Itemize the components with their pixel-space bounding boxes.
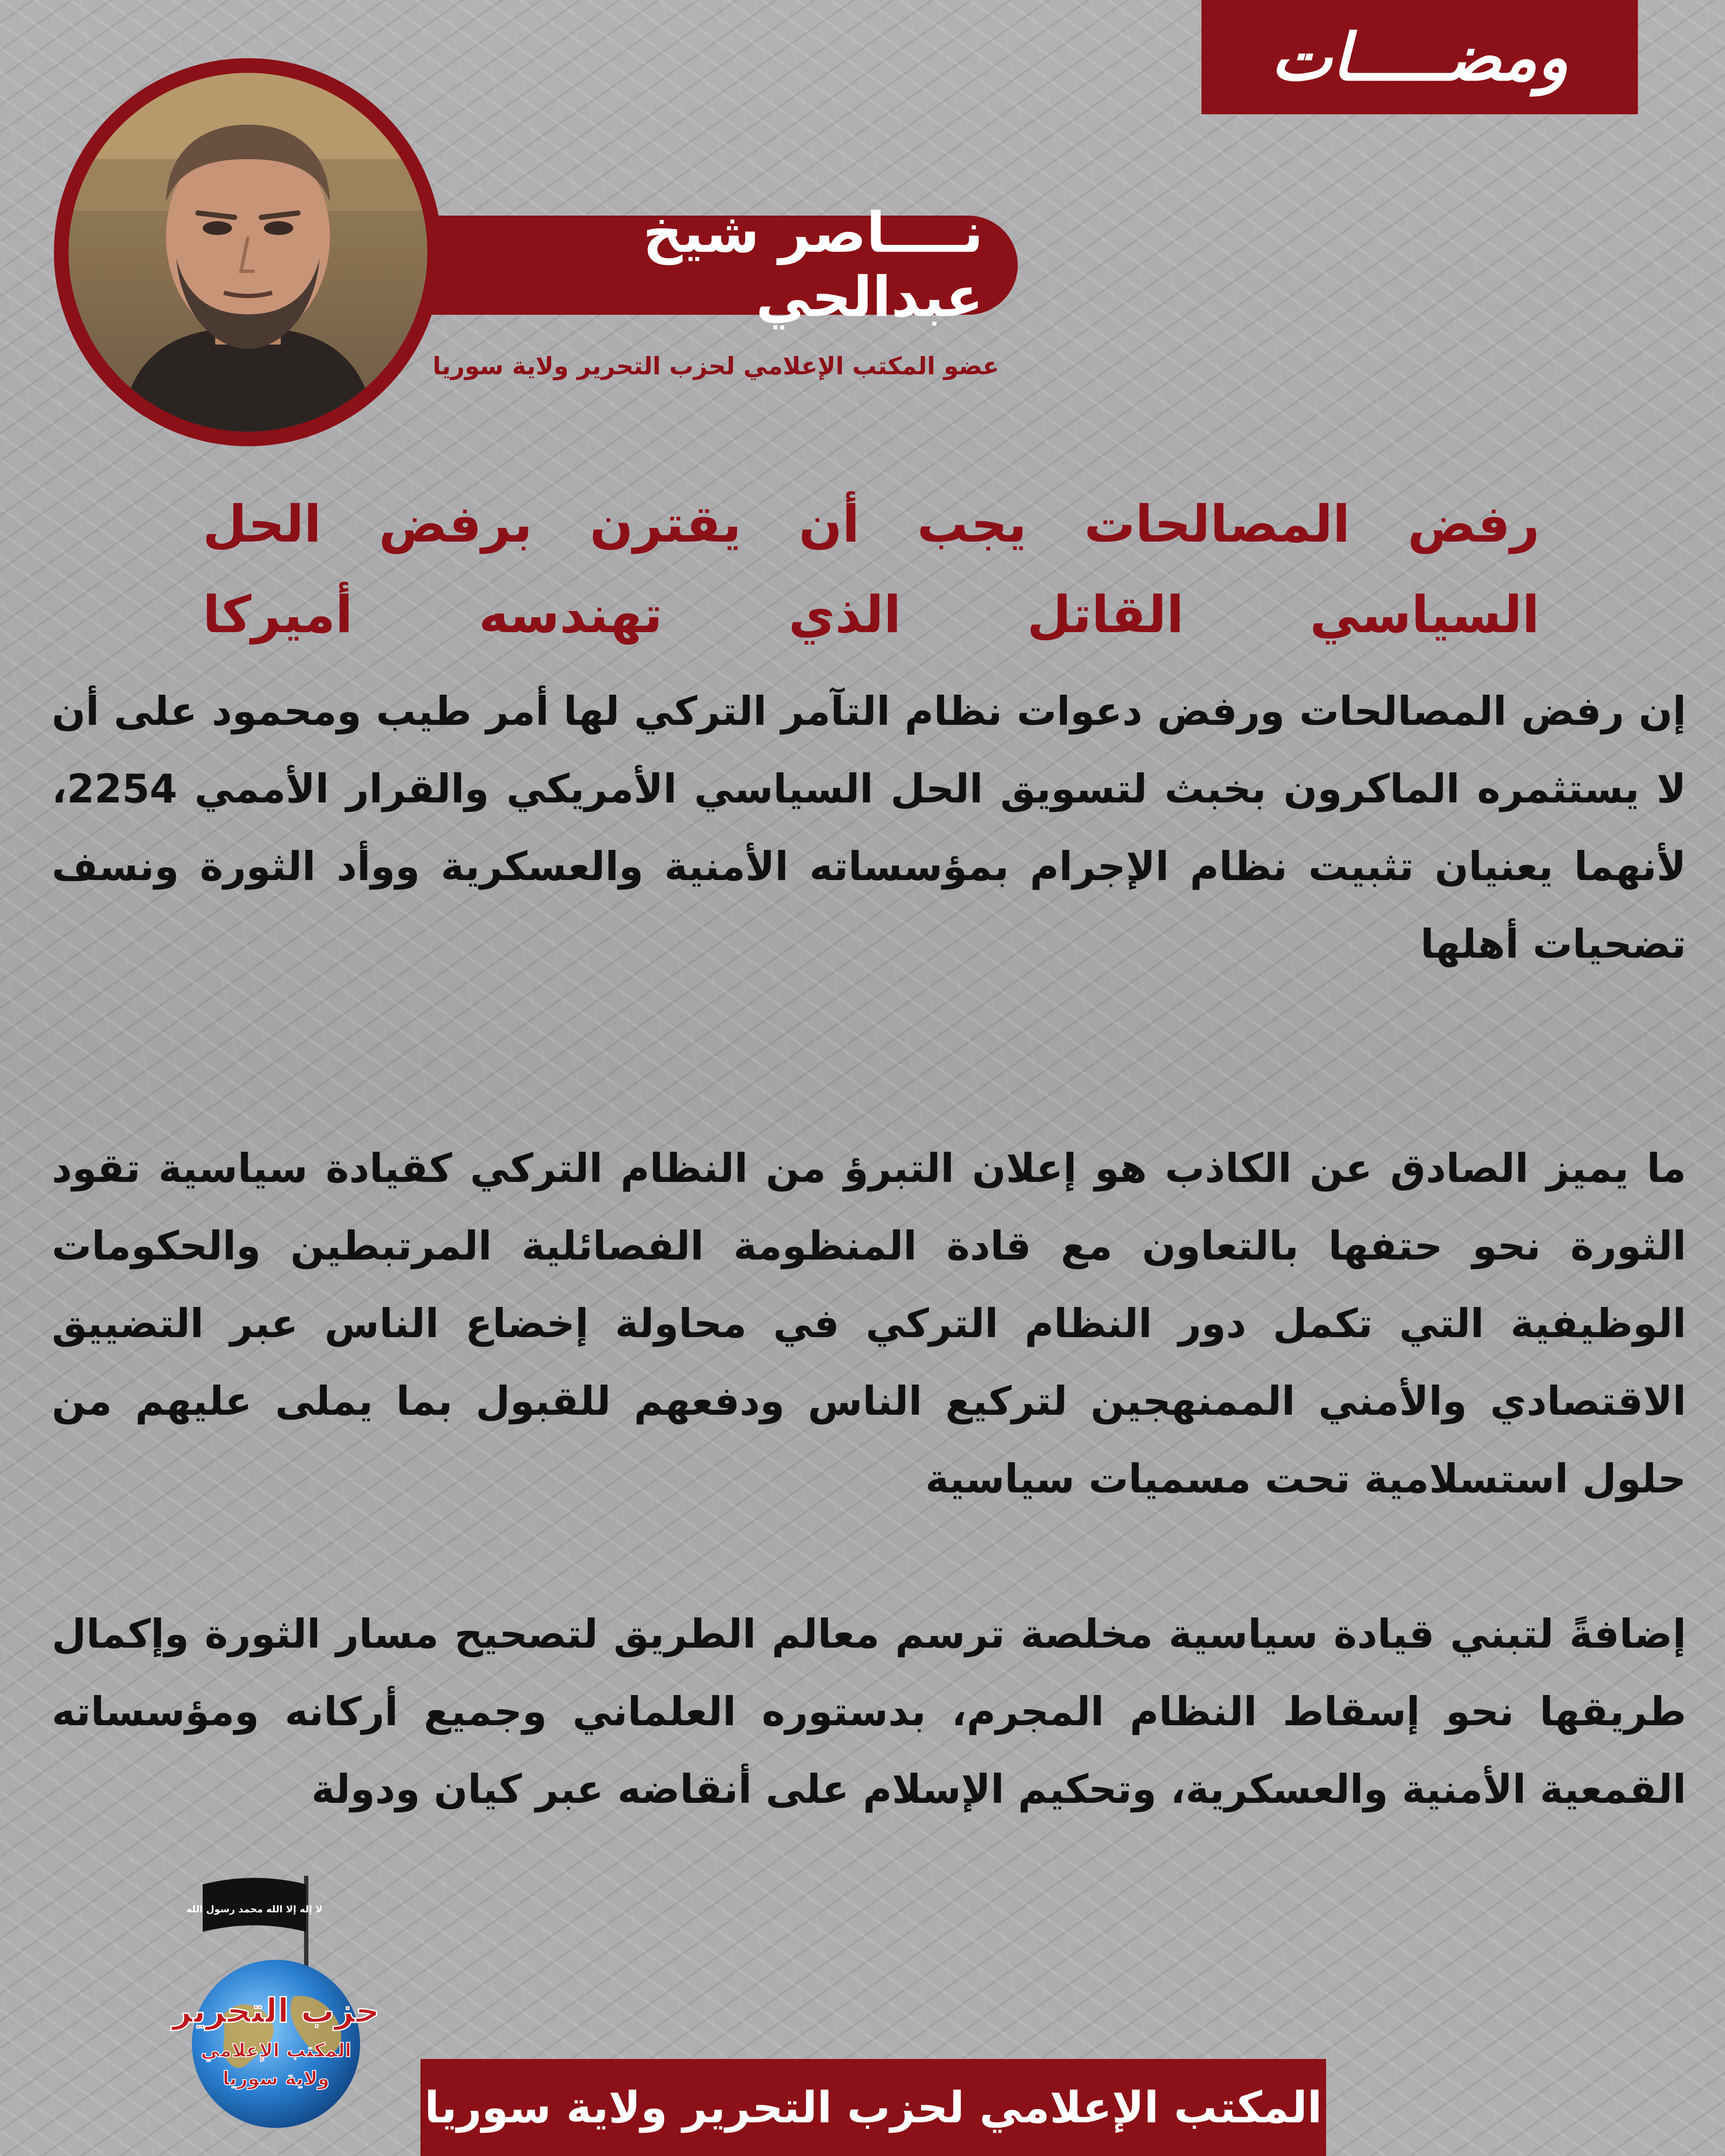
globe-flag-logo-icon [164, 1867, 388, 2134]
article-headline [203, 479, 1540, 660]
paragraph-3: إضافةً لتبني قيادة سياسية مخلصة ترسم معالم الطريق لتصحيح مسار الثورة وإكمال طريقها نحو إسقاط النظام المجرم، بدستوره العلماني وجميع أركانه ومؤسساته القمعية الأمنية والعسكرية، وتحكيم الإسلام على أنقاضه عبر كيان ودولة [52, 1611, 1686, 1812]
headline-line-2: السياسي القاتل الذي تهندسه أميركا [203, 585, 1540, 644]
author-name: نــــاصر شيخ عبدالحي [643, 201, 983, 329]
logo-office-line-1: المكتب الإعلامي [201, 2040, 351, 2062]
flag-text: لا إله إلا الله محمد رسول الله [186, 1904, 323, 1915]
person-portrait-icon [69, 73, 427, 432]
headline-line-1: رفض المصالحات يجب أن يقترن برفض الحل [203, 494, 1540, 554]
paragraph-2: ما يميز الصادق عن الكاذب هو إعلان التبرؤ من النظام التركي كقيادة سياسية تقود الثورة نحو حتفها بالتعاون مع قادة المنظومة الفصائلية المرتبطين والحكومات الوظيفية التي تكمل دور النظام التركي في محاولة إخضاع الناس عبر التضييق الاقتصادي والأمني الممنهجين لتركيع الناس ودفعهم للقبول بما يملى عليهم من حلول استسلامية تحت مسميات سياسية [52, 1145, 1686, 1502]
logo-office-line-2: ولاية سوريا [223, 2068, 329, 2090]
paragraph-1: إن رفض المصالحات ورفض دعوات نظام التآمر التركي لها أمر طيب ومحمود على أن لا يستثمره الماكرون بخبث لتسويق الحل السياسي الأمريكي والقرار الأممي 2254، لأنهما يعنيان تثبيت نظام الإجرام بمؤسساته الأمنية والعسكرية ووأد الثورة ونسف تضحيات أهلها [52, 688, 1686, 967]
author-role: عضو المكتب الإعلامي لحزب التحرير ولاية سوريا [433, 352, 999, 380]
logo-party-name: حزب التحرير [172, 1992, 380, 2031]
section-label: ومضـــــات [1201, 0, 1638, 114]
footer-label: المكتب الإعلامي لحزب التحرير ولاية سوريا [420, 2059, 1326, 2156]
author-avatar [54, 58, 442, 446]
